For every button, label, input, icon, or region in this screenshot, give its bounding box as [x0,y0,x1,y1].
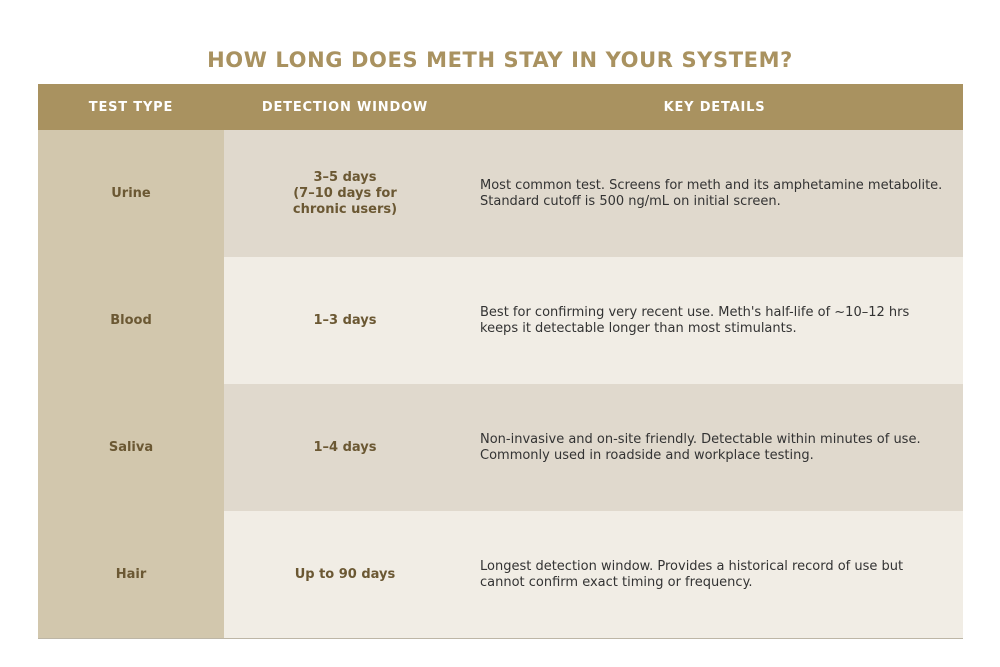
header-key-details: KEY DETAILS [663,99,766,115]
key-details-cell: Best for confirming very recent use. Meth's half-life of ~10–12 hrs keeps it detectable longer than most stimulants. [466,257,963,384]
table-header-row [38,84,963,130]
page-title: HOW LONG DOES METH STAY IN YOUR SYSTEM? [207,48,793,72]
header-test-type: TEST TYPE [88,99,174,115]
key-details-cell: Longest detection window. Provides a historical record of use but cannot confirm exact timing or frequency. [466,511,963,638]
detection-window-cell: 3–5 days (7–10 days for chronic users) [224,130,466,257]
detection-window-cell: 1–3 days [224,257,466,384]
table-row [38,511,963,638]
key-details-cell: Most common test. Screens for meth and its amphetamine metabolite. Standard cutoff is 500 ng/mL on initial screen. [466,130,963,257]
table-row [38,130,963,257]
detection-window-cell: 1–4 days [224,384,466,511]
test-type-cell: Urine [38,130,224,257]
test-type-cell: Hair [38,511,224,638]
detection-window-cell: Up to 90 days [224,511,466,638]
table-row [38,384,963,511]
test-type-cell: Saliva [38,384,224,511]
table-bottom-divider [38,638,963,639]
test-type-cell: Blood [38,257,224,384]
header-detection-window: DETECTION WINDOW [261,99,429,115]
key-details-cell: Non-invasive and on-site friendly. Detectable within minutes of use. Commonly used in roadside and workplace testing. [466,384,963,511]
detection-table [38,84,963,638]
table-row [38,257,963,384]
